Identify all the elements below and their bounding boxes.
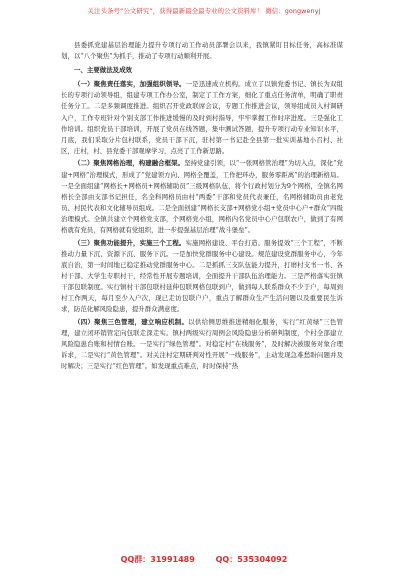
wechat-banner: 关注头条号“公文研究”，获得最新最全最专业的公文资料库！ 微信：gongwenyj bbox=[87, 7, 321, 15]
qq-group-label: QQ群：31991489 bbox=[120, 555, 195, 564]
item-body: 以供给侧思维推进精细化服务，实行“红黄绿”三色管理，建立闭环销管定向包联走深走实。镇村两级实行周例会风险隐患分析研判制度，个村全部建立风险隐患台账和村情台账。一是实行“绿色管理”。对稳定村“在线服务”，及时解决被服务对象合理诉求，二是实行“黄色管理”。对关注村定期研判对性开展“一线服务”，主动发现急难愁盼问题并及时解决；三是实行“红色管理”。如发现重点难点，时时保持“热 bbox=[61, 317, 343, 371]
item-body: 实施网格建设、平台打造、服务提效“三个工程”，不断推动力量下沉、资源下沉、服务下沉。一是加快党群服务中心建设。规范建设党群服务中心，今年底自治，第一时间地已稳定推动党群服务中心。二是抓抓三支队伍能力提升，打磨村支书一书、各村干部、大学生专职村干，经常性开展专题培训，全面提升干部队伍治理能力。三是严格落实驻镇干部包联制度。实行镇村干部包联村延伸包联网格包联到户，做到每人联系群众不少于户，每周到村工作两天，每月至少入户次，现已走访包联户户，重点了解群众生产生活问题以及重要民生诉求，防范化解风险隐患，提升群众满意度。 bbox=[61, 238, 343, 314]
item-lead: （三）聚焦功能提升，实施三个工程。 bbox=[74, 238, 186, 247]
item-lead: （一）聚焦责任落实，加强组织领导。 bbox=[74, 80, 186, 89]
item-body: 一是迅速成立机构。成立了以镇党委书记、镇长为双组长的专项行动领导组，组建专项工作办公室，制定了工作方案，细化了重点任务清单，明确了职责任务分工。二是多频调度推进。组织召开党政联席会议，专题工作推进会议，领导组成员入村调研入户，工作专班针对个别支部工作推进缓慢的及时到村指导，牢牢掌握工作时序进度。三是强化工作培训。组织党员干部培训，开展了党员在线答题，集中测试答题，提升专项行动专业知识水平，月底，我们采取分片包村联系，党员干部下沉，驻村第一书记赴全县第一批实训基地小召村、社区，庄村，村、县党委干部观摩学习，点亮了工作新思路。 bbox=[61, 80, 343, 155]
item-paragraph bbox=[61, 317, 343, 372]
intro-paragraph: 县委抓党建基层治理能力提升专项行动工作动员部署会以来，我镇紧盯目标任务，高标准谋划，以“八个聚焦”为抓手，推动了专项行动顺利开展。 bbox=[61, 41, 343, 61]
contact-footer bbox=[0, 554, 408, 565]
section-heading: 一、主要做法及成效 bbox=[74, 66, 132, 75]
item-paragraph bbox=[61, 238, 343, 316]
item-paragraph bbox=[61, 79, 343, 157]
item-lead: （四）聚焦三色管理，建立响应机制。 bbox=[74, 317, 189, 326]
item-paragraph bbox=[61, 158, 343, 236]
item-body: 坚持党建引领，以“一张网格管治理”为切入点，深化“党建+网格”治理模式，形成了“党建领方向、网格全覆盖，工作把环办，服务零距离”的治理新格局。一是全面组建“网格长+网格员+网格辅助员”三级网格队伍，将个行政村划分为9个网格，全镇名网格长全部由支部书记担任，名全科网格员由村“两委”干部和党员代表兼任，名网格辅助员由老党员、村民代表和文化辅导员组成。二是全面创建“网格长支部+网格党小组+党员中心户+群众”四级治理模式。全镇共建立个网格党支部，个网格党小组，网格内名党员中心户包联农户，做到了有网格就有党员，有网格就有党组织，进一步提强基层治理“战斗堡垒”。 bbox=[61, 159, 343, 234]
item-lead: （二）聚焦网格治理，构建融合框架。 bbox=[74, 159, 185, 168]
document-page bbox=[61, 40, 343, 374]
qq-label: QQ：535304092 bbox=[215, 555, 288, 564]
